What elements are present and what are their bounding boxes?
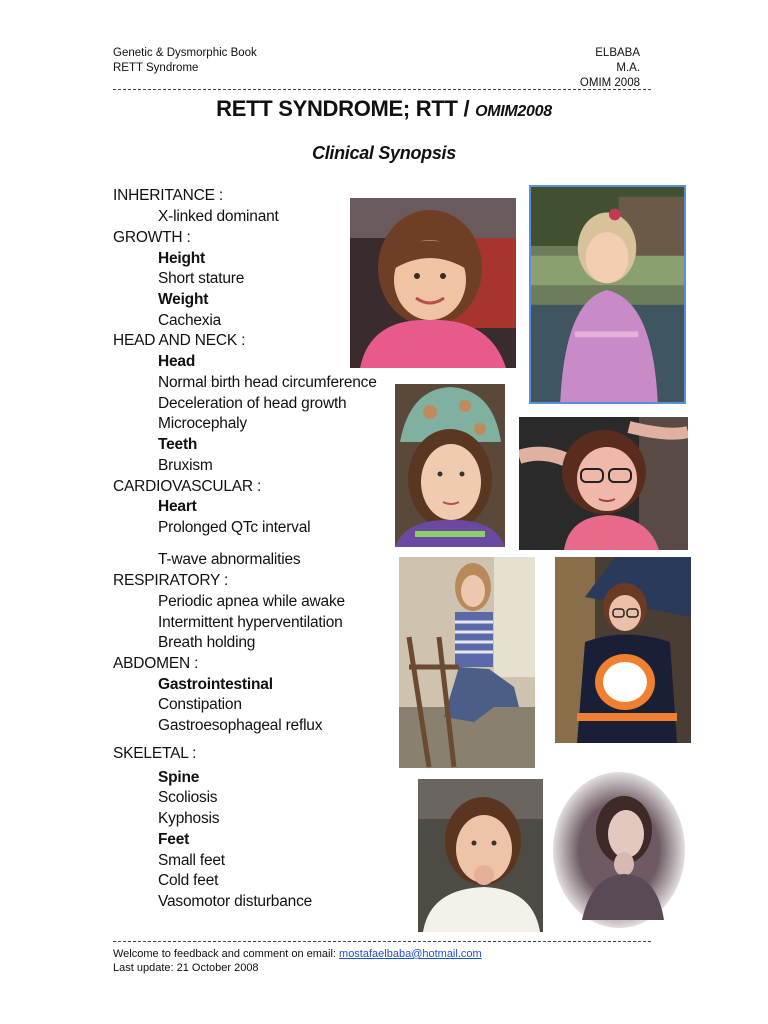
- category-skeletal: SKELETAL :: [113, 745, 197, 762]
- patient-photo-7: [418, 779, 543, 932]
- patient-photo-8: [552, 770, 687, 930]
- list-item: Gastroesophageal reflux: [158, 717, 323, 734]
- list-item: Bruxism: [158, 457, 213, 474]
- list-item: Cachexia: [158, 312, 222, 329]
- page-title-main: RETT SYNDROME; RTT /: [216, 96, 476, 121]
- list-item: Intermittent hyperventilation: [158, 614, 343, 631]
- header-rule: [113, 89, 651, 90]
- patient-photo-5: [399, 557, 535, 768]
- list-item: Periodic apnea while awake: [158, 593, 345, 610]
- header-left: [113, 46, 257, 76]
- list-item: X-linked dominant: [158, 208, 279, 225]
- patient-photo-2: [529, 185, 686, 404]
- book-title: Genetic & Dysmorphic Book: [113, 47, 257, 59]
- category-cardiovascular: CARDIOVASCULAR :: [113, 478, 262, 495]
- list-item: Microcephaly: [158, 415, 247, 432]
- list-item: T-wave abnormalities: [158, 551, 301, 568]
- list-item: Short stature: [158, 270, 245, 287]
- patient-photo-6: [555, 557, 691, 743]
- last-update: Last update: 21 October 2008: [113, 962, 259, 974]
- section-subtitle: Clinical Synopsis: [312, 143, 456, 163]
- patient-photo-3: [395, 384, 505, 547]
- patient-photo-1: [350, 198, 516, 368]
- category-inheritance: INHERITANCE :: [113, 187, 223, 204]
- subheading-gastrointestinal: Gastrointestinal: [158, 676, 273, 693]
- list-item: Breath holding: [158, 634, 256, 651]
- category-head-and-neck: HEAD AND NECK :: [113, 332, 246, 349]
- list-item: Deceleration of head growth: [158, 395, 347, 412]
- footer: [113, 947, 482, 975]
- list-item: Normal birth head circumference: [158, 374, 377, 391]
- omim-year: OMIM 2008: [579, 77, 640, 89]
- list-item: Scoliosis: [158, 789, 218, 806]
- page-title: [0, 96, 768, 122]
- page-title-suffix: OMIM2008: [475, 103, 552, 120]
- subheading-spine: Spine: [158, 769, 200, 786]
- category-abdomen: ABDOMEN :: [113, 655, 199, 672]
- list-item: Small feet: [158, 852, 225, 869]
- category-growth: GROWTH :: [113, 229, 191, 246]
- subheading-head: Head: [158, 353, 196, 370]
- category-respiratory: RESPIRATORY :: [113, 572, 229, 589]
- list-item: Prolonged QTc interval: [158, 519, 311, 536]
- list-item: Kyphosis: [158, 810, 220, 827]
- subheading-weight: Weight: [158, 291, 209, 308]
- subheading-heart: Heart: [158, 498, 197, 515]
- list-item: Vasomotor disturbance: [158, 893, 313, 910]
- subheading-teeth: Teeth: [158, 436, 198, 453]
- subheading-feet: Feet: [158, 831, 190, 848]
- list-item: Constipation: [158, 696, 242, 713]
- footer-rule: [113, 941, 651, 942]
- email-link[interactable]: mostafaelbaba@hotmail.com: [339, 948, 482, 960]
- patient-photo-4: [519, 417, 688, 550]
- author-name: ELBABA M.A.: [595, 47, 640, 74]
- chapter-title: RETT Syndrome: [113, 62, 199, 74]
- header-right: [578, 46, 640, 91]
- subheading-height: Height: [158, 250, 206, 267]
- feedback-line: [113, 947, 482, 961]
- feedback-text: Welcome to feedback and comment on email:: [113, 948, 340, 960]
- list-item: Cold feet: [158, 872, 219, 889]
